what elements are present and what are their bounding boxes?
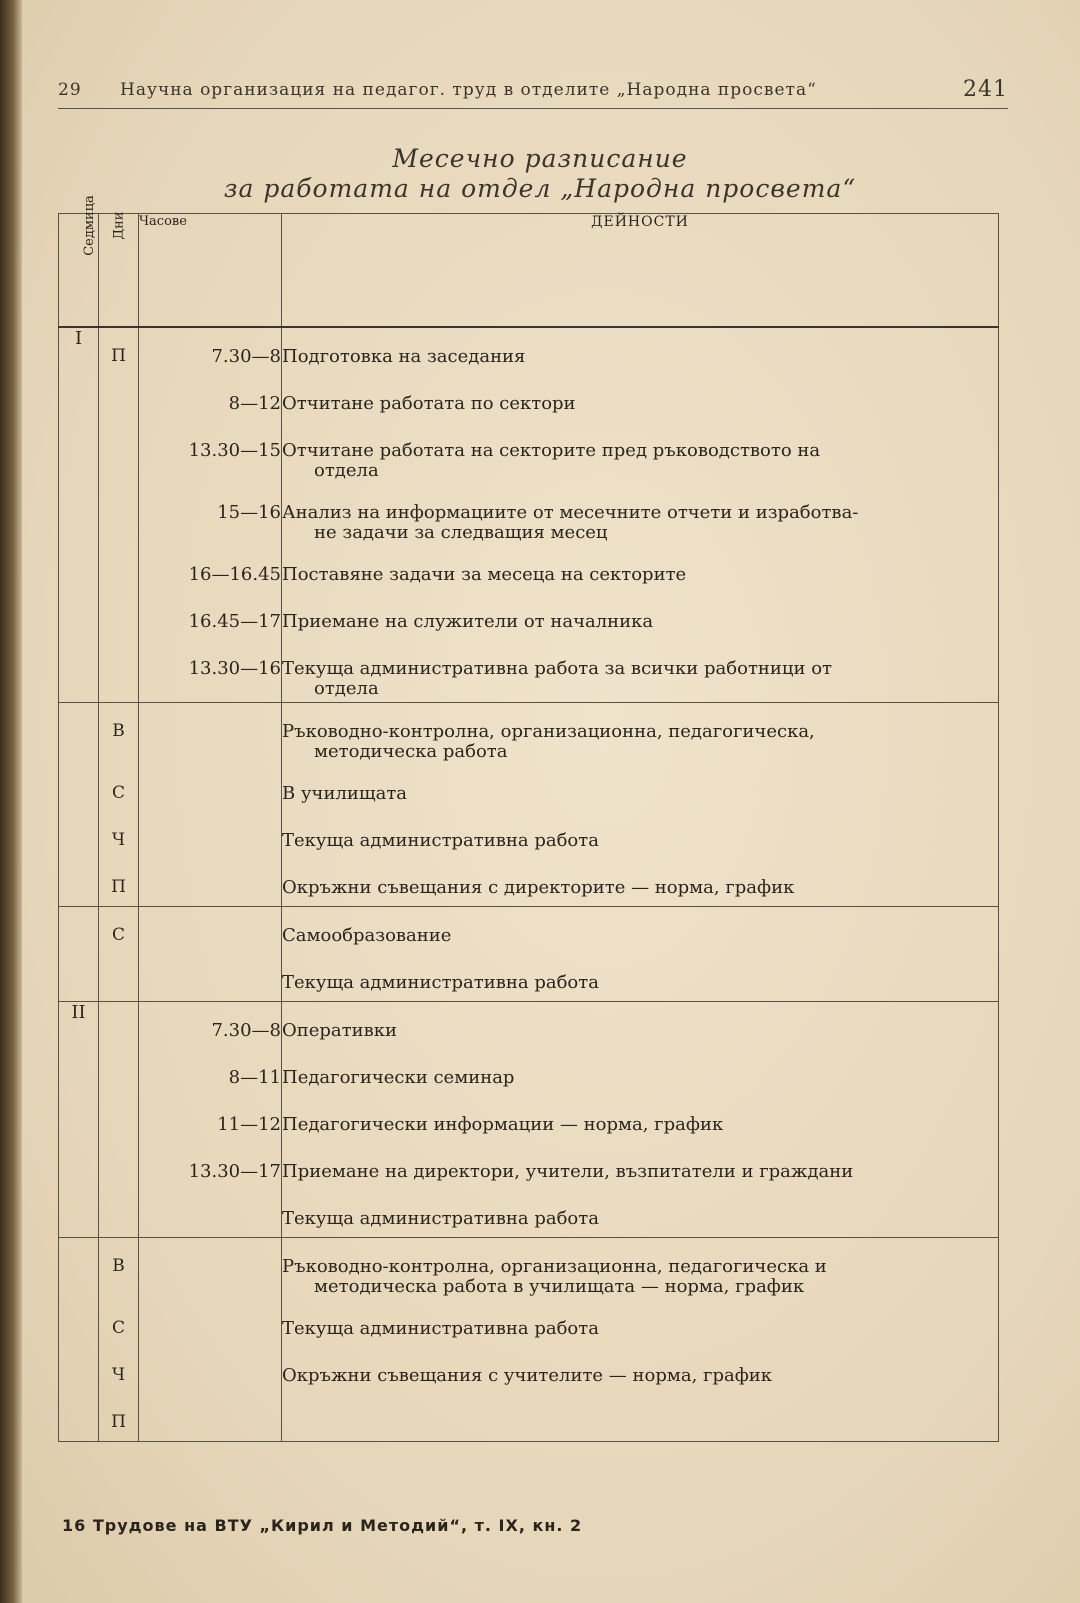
day-cell-column	[99, 703, 139, 907]
hours-range	[139, 812, 281, 859]
day-label	[99, 484, 138, 546]
activity-text	[282, 765, 998, 812]
day-label	[99, 954, 138, 1001]
activity-text	[282, 422, 998, 484]
activity-text	[282, 640, 998, 702]
hours-range: 16—16.45	[188, 564, 281, 585]
hours-cell-column	[139, 1238, 282, 1442]
day-label	[99, 375, 138, 422]
activity-text	[282, 907, 998, 954]
hours-range	[139, 1394, 281, 1441]
activity-line: Окръжни съвещания с директорите — норма, график	[282, 877, 795, 898]
schedule-group	[59, 1238, 999, 1442]
hours-range: 7.30—8	[211, 346, 281, 367]
week-cell	[59, 907, 99, 1002]
hours-range	[139, 765, 281, 812]
activity-cell-column	[282, 1002, 999, 1238]
activity-text	[282, 1347, 998, 1394]
activity-line: Педагогически информации — норма, график	[282, 1114, 724, 1135]
page-number-right: 241	[963, 77, 1008, 102]
activity-line: Оперативки	[282, 1020, 397, 1041]
activity-line: Окръжни съвещания с учителите — норма, график	[282, 1365, 773, 1386]
hours-range: 15—16	[217, 502, 281, 523]
activity-line: В училищата	[282, 783, 408, 804]
activity-text	[282, 1143, 998, 1190]
hours-range: 8—12	[228, 393, 281, 414]
activity-line: Педагогически семинар	[282, 1067, 515, 1088]
activity-text	[282, 859, 998, 906]
column-header-hours: Часове	[139, 214, 282, 328]
day-label: В	[112, 721, 125, 741]
day-cell-column	[99, 327, 139, 703]
hours-range	[139, 703, 281, 765]
hours-cell-column	[139, 703, 282, 907]
hours-range: 11—12	[217, 1114, 281, 1135]
hours-range	[139, 1347, 281, 1394]
activity-line: Текуща административна работа за всички работници от	[282, 658, 832, 679]
activity-text	[282, 328, 998, 375]
activity-continuation: не задачи за следващия месец	[314, 522, 608, 543]
activity-line: Текуща административна работа	[282, 972, 599, 993]
day-label	[99, 640, 138, 702]
day-label	[99, 546, 138, 593]
activity-text	[282, 593, 998, 640]
activity-text	[282, 375, 998, 422]
activity-line: Приемане на служители от началника	[282, 611, 654, 632]
schedule-group	[59, 907, 999, 1002]
activity-text	[282, 1002, 998, 1049]
day-label	[99, 422, 138, 484]
day-label	[99, 1049, 138, 1096]
day-label: В	[112, 1256, 125, 1276]
activity-line: Ръководно-контролна, организационна, педагогическа,	[282, 721, 815, 742]
hours-range: 13.30—15	[188, 440, 281, 461]
day-cell-column	[99, 1002, 139, 1238]
week-cell: II	[59, 1002, 99, 1238]
day-label: П	[111, 1412, 126, 1432]
activity-text	[282, 1394, 998, 1441]
table-title-line2: за работата на отдел „Народна просвета“	[223, 174, 857, 203]
activity-continuation: методическа работа	[314, 741, 508, 762]
activity-line: Ръководно-контролна, организационна, педагогическа и	[282, 1256, 827, 1277]
activity-cell-column	[282, 907, 999, 1002]
activity-line: Текуща административна работа	[282, 830, 599, 851]
day-label: Ч	[111, 830, 126, 850]
column-header-activities: ДЕЙНОСТИ	[282, 214, 999, 328]
table-title-line1: Месечно разписание	[392, 144, 688, 173]
running-title: Научна организация на педагог. труд в отделите „Народна просвета“	[120, 80, 817, 100]
hours-range	[139, 954, 281, 1001]
day-label	[99, 1190, 138, 1237]
week-cell: I	[59, 327, 99, 703]
activity-line: Поставяне задачи за месеца на секторите	[282, 564, 687, 585]
activity-continuation: отдела	[314, 460, 379, 481]
column-header-week: Седмица	[59, 214, 99, 328]
activity-text	[282, 954, 998, 1001]
activity-text	[282, 1190, 998, 1237]
activity-line: Отчитане работата на секторите пред ръководството на	[282, 440, 821, 461]
activity-cell-column	[282, 1238, 999, 1442]
activity-line: Подготовка на заседания	[282, 346, 526, 367]
activity-line: Текуща административна работа	[282, 1208, 599, 1229]
hours-range: 13.30—17	[188, 1161, 281, 1182]
day-cell-column	[99, 1238, 139, 1442]
footer-signature: 16 Трудове на ВТУ „Кирил и Методий“, т. IX, кн. 2	[62, 1516, 583, 1535]
day-label: С	[111, 925, 125, 945]
hours-cell-column	[139, 1002, 282, 1238]
day-label: П	[111, 346, 126, 366]
activity-text	[282, 1238, 998, 1300]
week-cell	[59, 703, 99, 907]
activity-text	[282, 1049, 998, 1096]
activity-cell-column	[282, 327, 999, 703]
hours-range: 7.30—8	[211, 1020, 281, 1041]
day-label	[99, 1096, 138, 1143]
hours-range: 16.45—17	[188, 611, 281, 632]
day-label	[99, 1002, 138, 1049]
hours-cell-column	[139, 327, 282, 703]
column-header-day: Дни	[99, 214, 139, 328]
activity-line: Текуща административна работа	[282, 1318, 599, 1339]
activity-continuation: отдела	[314, 678, 379, 699]
schedule-group	[59, 327, 999, 703]
activity-text	[282, 812, 998, 859]
hours-range	[139, 1300, 281, 1347]
hours-range	[139, 1238, 281, 1300]
activity-continuation: методическа работа в училищата — норма, график	[314, 1276, 805, 1297]
week-cell	[59, 1238, 99, 1442]
activity-text	[282, 484, 998, 546]
hours-range: 8—11	[228, 1067, 281, 1088]
running-header	[58, 78, 1008, 109]
activity-line: Отчитане работата по сектори	[282, 393, 576, 414]
activity-line: Анализ на информациите от месечните отчети и изработва-	[282, 502, 859, 523]
day-cell-column	[99, 907, 139, 1002]
activity-text	[282, 1096, 998, 1143]
hours-range	[139, 859, 281, 906]
day-label	[99, 1143, 138, 1190]
day-label: П	[111, 877, 126, 897]
activity-cell-column	[282, 703, 999, 907]
activity-text	[282, 703, 998, 765]
day-label	[99, 593, 138, 640]
activity-line: Самообразование	[282, 925, 452, 946]
schedule-table	[58, 195, 999, 1442]
activity-line: Приемане на директори, учители, възпитатели и граждани	[282, 1161, 854, 1182]
activity-text	[282, 1300, 998, 1347]
book-binding-shadow	[0, 0, 22, 1603]
day-label: С	[111, 783, 125, 803]
day-label: С	[111, 1318, 125, 1338]
hours-range	[139, 907, 281, 954]
schedule-group	[59, 1002, 999, 1238]
hours-range: 13.30—16	[188, 658, 281, 679]
activity-text	[282, 546, 998, 593]
hours-range	[139, 1190, 281, 1237]
day-label: Ч	[111, 1365, 126, 1385]
page-number-left: 29	[58, 80, 82, 100]
hours-cell-column	[139, 907, 282, 1002]
schedule-group	[59, 703, 999, 907]
